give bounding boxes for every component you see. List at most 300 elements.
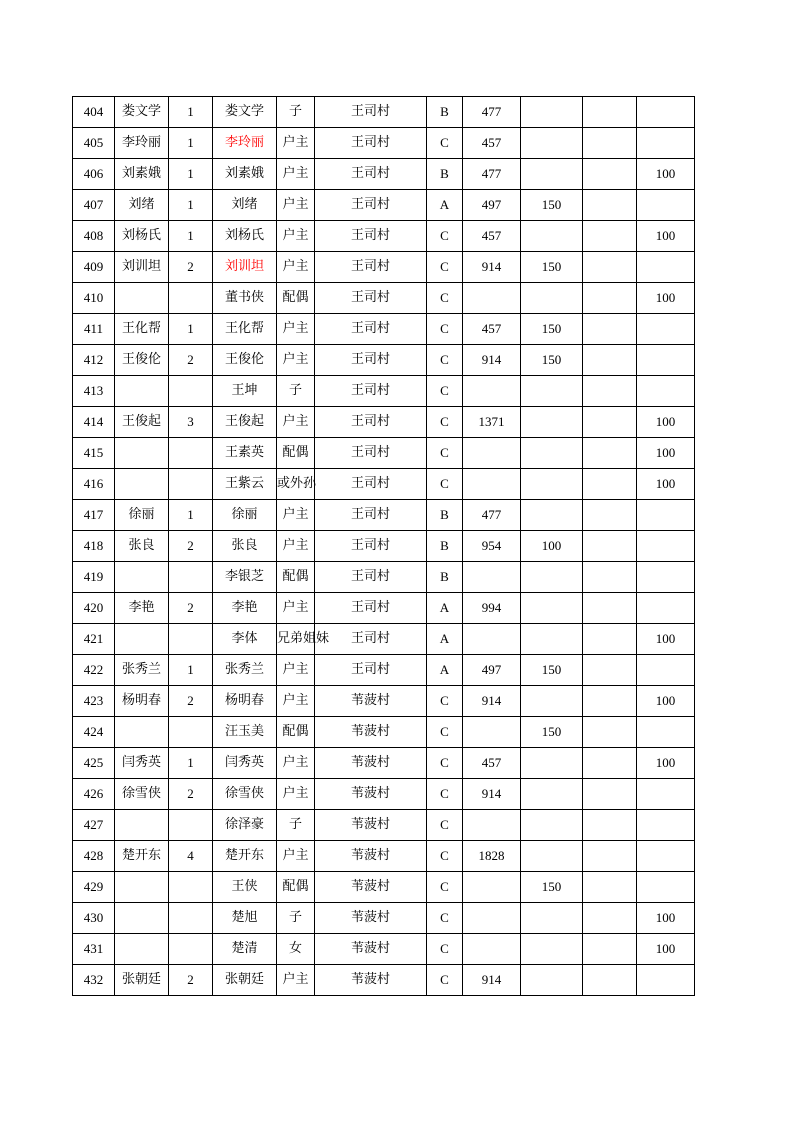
row-number-cell: 421 — [73, 624, 115, 655]
amount-cell: 477 — [463, 159, 521, 190]
member-name-cell: 李银芝 — [213, 562, 277, 593]
grade-cell: C — [427, 128, 463, 159]
subsidy-100-cell — [637, 841, 695, 872]
household-name-cell: 王俊起 — [115, 407, 169, 438]
household-count-cell — [169, 872, 213, 903]
subsidy-150-cell: 150 — [521, 190, 583, 221]
household-count-cell: 1 — [169, 190, 213, 221]
row-number-cell: 425 — [73, 748, 115, 779]
relation-cell: 户主 — [277, 779, 315, 810]
empty-cell — [583, 97, 637, 128]
empty-cell — [583, 500, 637, 531]
member-name-cell: 王俊起 — [213, 407, 277, 438]
subsidy-150-cell — [521, 128, 583, 159]
subsidy-150-cell — [521, 593, 583, 624]
subsidy-150-cell — [521, 159, 583, 190]
household-count-cell — [169, 934, 213, 965]
grade-cell: C — [427, 221, 463, 252]
household-name-cell — [115, 717, 169, 748]
table-row — [73, 531, 695, 562]
subsidy-150-cell — [521, 934, 583, 965]
empty-cell — [583, 593, 637, 624]
member-name-cell: 娄文学 — [213, 97, 277, 128]
table-row — [73, 128, 695, 159]
row-number-cell: 416 — [73, 469, 115, 500]
amount-cell: 914 — [463, 252, 521, 283]
member-name-cell: 李体 — [213, 624, 277, 655]
subsidy-100-cell: 100 — [637, 903, 695, 934]
household-name-cell: 李玲丽 — [115, 128, 169, 159]
row-number-cell: 422 — [73, 655, 115, 686]
table-row — [73, 562, 695, 593]
household-name-cell — [115, 903, 169, 934]
member-name-cell: 楚旭 — [213, 903, 277, 934]
household-name-cell: 闫秀英 — [115, 748, 169, 779]
household-name-cell: 娄文学 — [115, 97, 169, 128]
subsidy-150-cell — [521, 748, 583, 779]
member-name-cell: 闫秀英 — [213, 748, 277, 779]
household-name-cell: 张朝廷 — [115, 965, 169, 996]
subsidy-150-cell — [521, 97, 583, 128]
household-name-cell — [115, 872, 169, 903]
subsidy-100-cell: 100 — [637, 407, 695, 438]
relation-cell: 子 — [277, 97, 315, 128]
table-row — [73, 159, 695, 190]
row-number-cell: 418 — [73, 531, 115, 562]
village-cell: 王司村 — [315, 624, 427, 655]
amount-cell: 1828 — [463, 841, 521, 872]
amount-cell: 477 — [463, 500, 521, 531]
subsidy-100-cell — [637, 810, 695, 841]
village-cell: 苇菠村 — [315, 779, 427, 810]
member-name-cell: 徐丽 — [213, 500, 277, 531]
household-name-cell — [115, 438, 169, 469]
amount-cell: 457 — [463, 314, 521, 345]
table-row — [73, 97, 695, 128]
grade-cell: A — [427, 593, 463, 624]
grade-cell: C — [427, 252, 463, 283]
grade-cell: C — [427, 965, 463, 996]
village-cell: 王司村 — [315, 376, 427, 407]
table-row — [73, 717, 695, 748]
grade-cell: B — [427, 500, 463, 531]
table-row — [73, 810, 695, 841]
household-count-cell — [169, 717, 213, 748]
subsidy-150-cell — [521, 221, 583, 252]
table-row — [73, 593, 695, 624]
empty-cell — [583, 128, 637, 159]
member-name-cell: 楚开东 — [213, 841, 277, 872]
household-count-cell — [169, 438, 213, 469]
empty-cell — [583, 376, 637, 407]
household-count-cell: 1 — [169, 655, 213, 686]
subsidy-100-cell: 100 — [637, 283, 695, 314]
subsidy-100-cell — [637, 128, 695, 159]
relation-cell: 户主 — [277, 748, 315, 779]
member-name-cell: 董书侠 — [213, 283, 277, 314]
empty-cell — [583, 655, 637, 686]
empty-cell — [583, 469, 637, 500]
table-row — [73, 221, 695, 252]
household-count-cell: 1 — [169, 748, 213, 779]
subsidy-150-cell — [521, 407, 583, 438]
village-cell: 王司村 — [315, 345, 427, 376]
household-name-cell: 刘绪 — [115, 190, 169, 221]
row-number-cell: 415 — [73, 438, 115, 469]
household-count-cell: 4 — [169, 841, 213, 872]
relation-cell: 户主 — [277, 593, 315, 624]
subsidy-100-cell: 100 — [637, 438, 695, 469]
relation-cell: 配偶 — [277, 438, 315, 469]
row-number-cell: 408 — [73, 221, 115, 252]
household-count-cell: 1 — [169, 128, 213, 159]
subsidy-100-cell — [637, 779, 695, 810]
subsidy-150-cell — [521, 810, 583, 841]
empty-cell — [583, 841, 637, 872]
row-number-cell: 420 — [73, 593, 115, 624]
empty-cell — [583, 903, 637, 934]
row-number-cell: 405 — [73, 128, 115, 159]
household-count-cell: 2 — [169, 531, 213, 562]
relation-cell: 配偶 — [277, 283, 315, 314]
member-name-cell: 杨明春 — [213, 686, 277, 717]
village-cell: 苇菠村 — [315, 934, 427, 965]
household-name-cell — [115, 376, 169, 407]
amount-cell — [463, 438, 521, 469]
subsidy-150-cell — [521, 965, 583, 996]
row-number-cell: 423 — [73, 686, 115, 717]
household-count-cell: 2 — [169, 686, 213, 717]
member-name-cell: 徐泽豪 — [213, 810, 277, 841]
table-body — [73, 97, 695, 996]
household-count-cell: 2 — [169, 779, 213, 810]
member-name-cell: 张朝廷 — [213, 965, 277, 996]
household-count-cell: 2 — [169, 965, 213, 996]
table-row — [73, 655, 695, 686]
subsidy-150-cell — [521, 376, 583, 407]
relation-cell: 配偶 — [277, 717, 315, 748]
household-count-cell — [169, 810, 213, 841]
village-cell: 王司村 — [315, 97, 427, 128]
grade-cell: C — [427, 779, 463, 810]
subsidy-100-cell — [637, 562, 695, 593]
member-name-cell: 刘杨氏 — [213, 221, 277, 252]
empty-cell — [583, 686, 637, 717]
village-cell: 苇菠村 — [315, 841, 427, 872]
household-name-cell: 刘训坦 — [115, 252, 169, 283]
village-cell: 王司村 — [315, 159, 427, 190]
row-number-cell: 407 — [73, 190, 115, 221]
subsidy-100-cell — [637, 376, 695, 407]
table-row — [73, 345, 695, 376]
amount-cell — [463, 717, 521, 748]
empty-cell — [583, 562, 637, 593]
table-row — [73, 500, 695, 531]
subsidy-100-cell: 100 — [637, 624, 695, 655]
amount-cell — [463, 469, 521, 500]
empty-cell — [583, 779, 637, 810]
household-name-cell — [115, 283, 169, 314]
relation-cell: 户主 — [277, 252, 315, 283]
relation-cell: 户主 — [277, 500, 315, 531]
village-cell: 王司村 — [315, 438, 427, 469]
relation-cell: 子 — [277, 810, 315, 841]
amount-cell — [463, 624, 521, 655]
relation-cell: 户主 — [277, 159, 315, 190]
village-cell: 王司村 — [315, 407, 427, 438]
household-count-cell: 3 — [169, 407, 213, 438]
subsidy-150-cell — [521, 283, 583, 314]
household-name-cell — [115, 934, 169, 965]
empty-cell — [583, 934, 637, 965]
household-count-cell: 1 — [169, 97, 213, 128]
grade-cell: C — [427, 872, 463, 903]
member-name-cell: 王侠 — [213, 872, 277, 903]
subsidy-150-cell — [521, 624, 583, 655]
relation-cell: 子 — [277, 376, 315, 407]
grade-cell: C — [427, 810, 463, 841]
village-cell: 王司村 — [315, 283, 427, 314]
relation-cell: 户主 — [277, 190, 315, 221]
village-cell: 苇菠村 — [315, 965, 427, 996]
household-name-cell: 王化帮 — [115, 314, 169, 345]
relation-cell: 或外孙 — [277, 469, 315, 500]
member-name-cell: 刘素娥 — [213, 159, 277, 190]
subsidy-100-cell: 100 — [637, 686, 695, 717]
subsidy-150-cell — [521, 438, 583, 469]
subsidy-150-cell — [521, 841, 583, 872]
subsidy-100-cell — [637, 190, 695, 221]
village-cell: 苇菠村 — [315, 903, 427, 934]
subsidy-150-cell: 150 — [521, 314, 583, 345]
amount-cell: 497 — [463, 655, 521, 686]
relation-cell: 子 — [277, 903, 315, 934]
table-row — [73, 314, 695, 345]
subsidy-100-cell — [637, 314, 695, 345]
village-cell: 苇菠村 — [315, 717, 427, 748]
table-row — [73, 686, 695, 717]
household-count-cell: 1 — [169, 221, 213, 252]
empty-cell — [583, 190, 637, 221]
table-row — [73, 903, 695, 934]
table-row — [73, 624, 695, 655]
subsidy-150-cell: 150 — [521, 872, 583, 903]
grade-cell: C — [427, 934, 463, 965]
subsidy-150-cell — [521, 779, 583, 810]
member-name-cell: 李艳 — [213, 593, 277, 624]
subsidy-150-cell — [521, 903, 583, 934]
relation-cell: 户主 — [277, 531, 315, 562]
row-number-cell: 406 — [73, 159, 115, 190]
member-name-cell: 王素英 — [213, 438, 277, 469]
household-count-cell — [169, 624, 213, 655]
table-row — [73, 407, 695, 438]
empty-cell — [583, 407, 637, 438]
household-count-cell: 1 — [169, 314, 213, 345]
row-number-cell: 404 — [73, 97, 115, 128]
row-number-cell: 429 — [73, 872, 115, 903]
amount-cell: 914 — [463, 965, 521, 996]
subsidy-100-cell — [637, 593, 695, 624]
village-cell: 王司村 — [315, 221, 427, 252]
household-name-cell — [115, 562, 169, 593]
empty-cell — [583, 221, 637, 252]
amount-cell: 457 — [463, 128, 521, 159]
row-number-cell: 417 — [73, 500, 115, 531]
table-row — [73, 779, 695, 810]
village-cell: 王司村 — [315, 500, 427, 531]
household-count-cell: 1 — [169, 159, 213, 190]
village-cell: 苇菠村 — [315, 686, 427, 717]
village-cell: 王司村 — [315, 469, 427, 500]
table-row — [73, 469, 695, 500]
household-name-cell: 王俊伦 — [115, 345, 169, 376]
member-name-cell: 王俊伦 — [213, 345, 277, 376]
amount-cell: 954 — [463, 531, 521, 562]
grade-cell: C — [427, 314, 463, 345]
row-number-cell: 432 — [73, 965, 115, 996]
member-name-cell: 楚清 — [213, 934, 277, 965]
subsidy-150-cell — [521, 469, 583, 500]
subsidy-100-cell — [637, 965, 695, 996]
grade-cell: B — [427, 159, 463, 190]
grade-cell: C — [427, 748, 463, 779]
row-number-cell: 419 — [73, 562, 115, 593]
grade-cell: A — [427, 190, 463, 221]
table-row — [73, 748, 695, 779]
household-name-cell: 徐雪侠 — [115, 779, 169, 810]
village-cell: 王司村 — [315, 562, 427, 593]
table-row — [73, 283, 695, 314]
subsidy-150-cell — [521, 500, 583, 531]
household-count-cell — [169, 376, 213, 407]
amount-cell: 914 — [463, 779, 521, 810]
amount-cell — [463, 283, 521, 314]
village-cell: 王司村 — [315, 655, 427, 686]
empty-cell — [583, 345, 637, 376]
grade-cell: A — [427, 655, 463, 686]
relation-cell: 兄弟姐妹 — [277, 624, 315, 655]
row-number-cell: 414 — [73, 407, 115, 438]
relation-cell: 户主 — [277, 965, 315, 996]
grade-cell: C — [427, 407, 463, 438]
table-row — [73, 376, 695, 407]
grade-cell: B — [427, 562, 463, 593]
village-cell: 王司村 — [315, 252, 427, 283]
household-name-cell: 李艳 — [115, 593, 169, 624]
subsidy-100-cell — [637, 872, 695, 903]
amount-cell — [463, 562, 521, 593]
empty-cell — [583, 748, 637, 779]
relation-cell: 户主 — [277, 221, 315, 252]
row-number-cell: 424 — [73, 717, 115, 748]
household-count-cell: 2 — [169, 345, 213, 376]
village-cell: 苇菠村 — [315, 748, 427, 779]
subsidy-150-cell: 150 — [521, 655, 583, 686]
row-number-cell: 428 — [73, 841, 115, 872]
amount-cell: 477 — [463, 97, 521, 128]
household-name-cell: 刘素娥 — [115, 159, 169, 190]
subsidy-150-cell — [521, 562, 583, 593]
subsidy-100-cell — [637, 97, 695, 128]
empty-cell — [583, 159, 637, 190]
household-name-cell — [115, 810, 169, 841]
village-cell: 王司村 — [315, 128, 427, 159]
amount-cell — [463, 872, 521, 903]
village-cell: 苇菠村 — [315, 872, 427, 903]
empty-cell — [583, 531, 637, 562]
amount-cell: 1371 — [463, 407, 521, 438]
village-cell: 王司村 — [315, 593, 427, 624]
relation-cell: 户主 — [277, 686, 315, 717]
amount-cell: 457 — [463, 748, 521, 779]
table-row — [73, 934, 695, 965]
household-count-cell — [169, 903, 213, 934]
grade-cell: C — [427, 903, 463, 934]
household-count-cell: 1 — [169, 500, 213, 531]
subsidy-100-cell: 100 — [637, 469, 695, 500]
relation-cell: 户主 — [277, 655, 315, 686]
relation-cell: 户主 — [277, 314, 315, 345]
member-name-cell: 徐雪侠 — [213, 779, 277, 810]
row-number-cell: 427 — [73, 810, 115, 841]
subsidy-150-cell: 150 — [521, 717, 583, 748]
grade-cell: C — [427, 438, 463, 469]
grade-cell: A — [427, 624, 463, 655]
amount-cell: 914 — [463, 345, 521, 376]
amount-cell: 914 — [463, 686, 521, 717]
subsidy-100-cell: 100 — [637, 159, 695, 190]
data-table — [72, 96, 695, 996]
grade-cell: C — [427, 841, 463, 872]
empty-cell — [583, 624, 637, 655]
grade-cell: C — [427, 717, 463, 748]
subsidy-150-cell: 100 — [521, 531, 583, 562]
amount-cell — [463, 810, 521, 841]
village-cell: 王司村 — [315, 190, 427, 221]
member-name-cell: 李玲丽 — [213, 128, 277, 159]
household-name-cell: 张秀兰 — [115, 655, 169, 686]
grade-cell: B — [427, 531, 463, 562]
row-number-cell: 412 — [73, 345, 115, 376]
household-name-cell: 徐丽 — [115, 500, 169, 531]
household-count-cell — [169, 469, 213, 500]
table-row — [73, 438, 695, 469]
empty-cell — [583, 438, 637, 469]
subsidy-100-cell — [637, 655, 695, 686]
household-count-cell: 2 — [169, 593, 213, 624]
empty-cell — [583, 872, 637, 903]
empty-cell — [583, 810, 637, 841]
household-count-cell — [169, 283, 213, 314]
village-cell: 王司村 — [315, 314, 427, 345]
relation-cell: 户主 — [277, 841, 315, 872]
grade-cell: C — [427, 686, 463, 717]
member-name-cell: 王坤 — [213, 376, 277, 407]
amount-cell — [463, 376, 521, 407]
amount-cell — [463, 934, 521, 965]
row-number-cell: 409 — [73, 252, 115, 283]
household-name-cell — [115, 469, 169, 500]
grade-cell: C — [427, 376, 463, 407]
row-number-cell: 413 — [73, 376, 115, 407]
grade-cell: C — [427, 345, 463, 376]
member-name-cell: 张良 — [213, 531, 277, 562]
table-row — [73, 841, 695, 872]
village-cell: 苇菠村 — [315, 810, 427, 841]
relation-cell: 配偶 — [277, 872, 315, 903]
household-name-cell: 张良 — [115, 531, 169, 562]
